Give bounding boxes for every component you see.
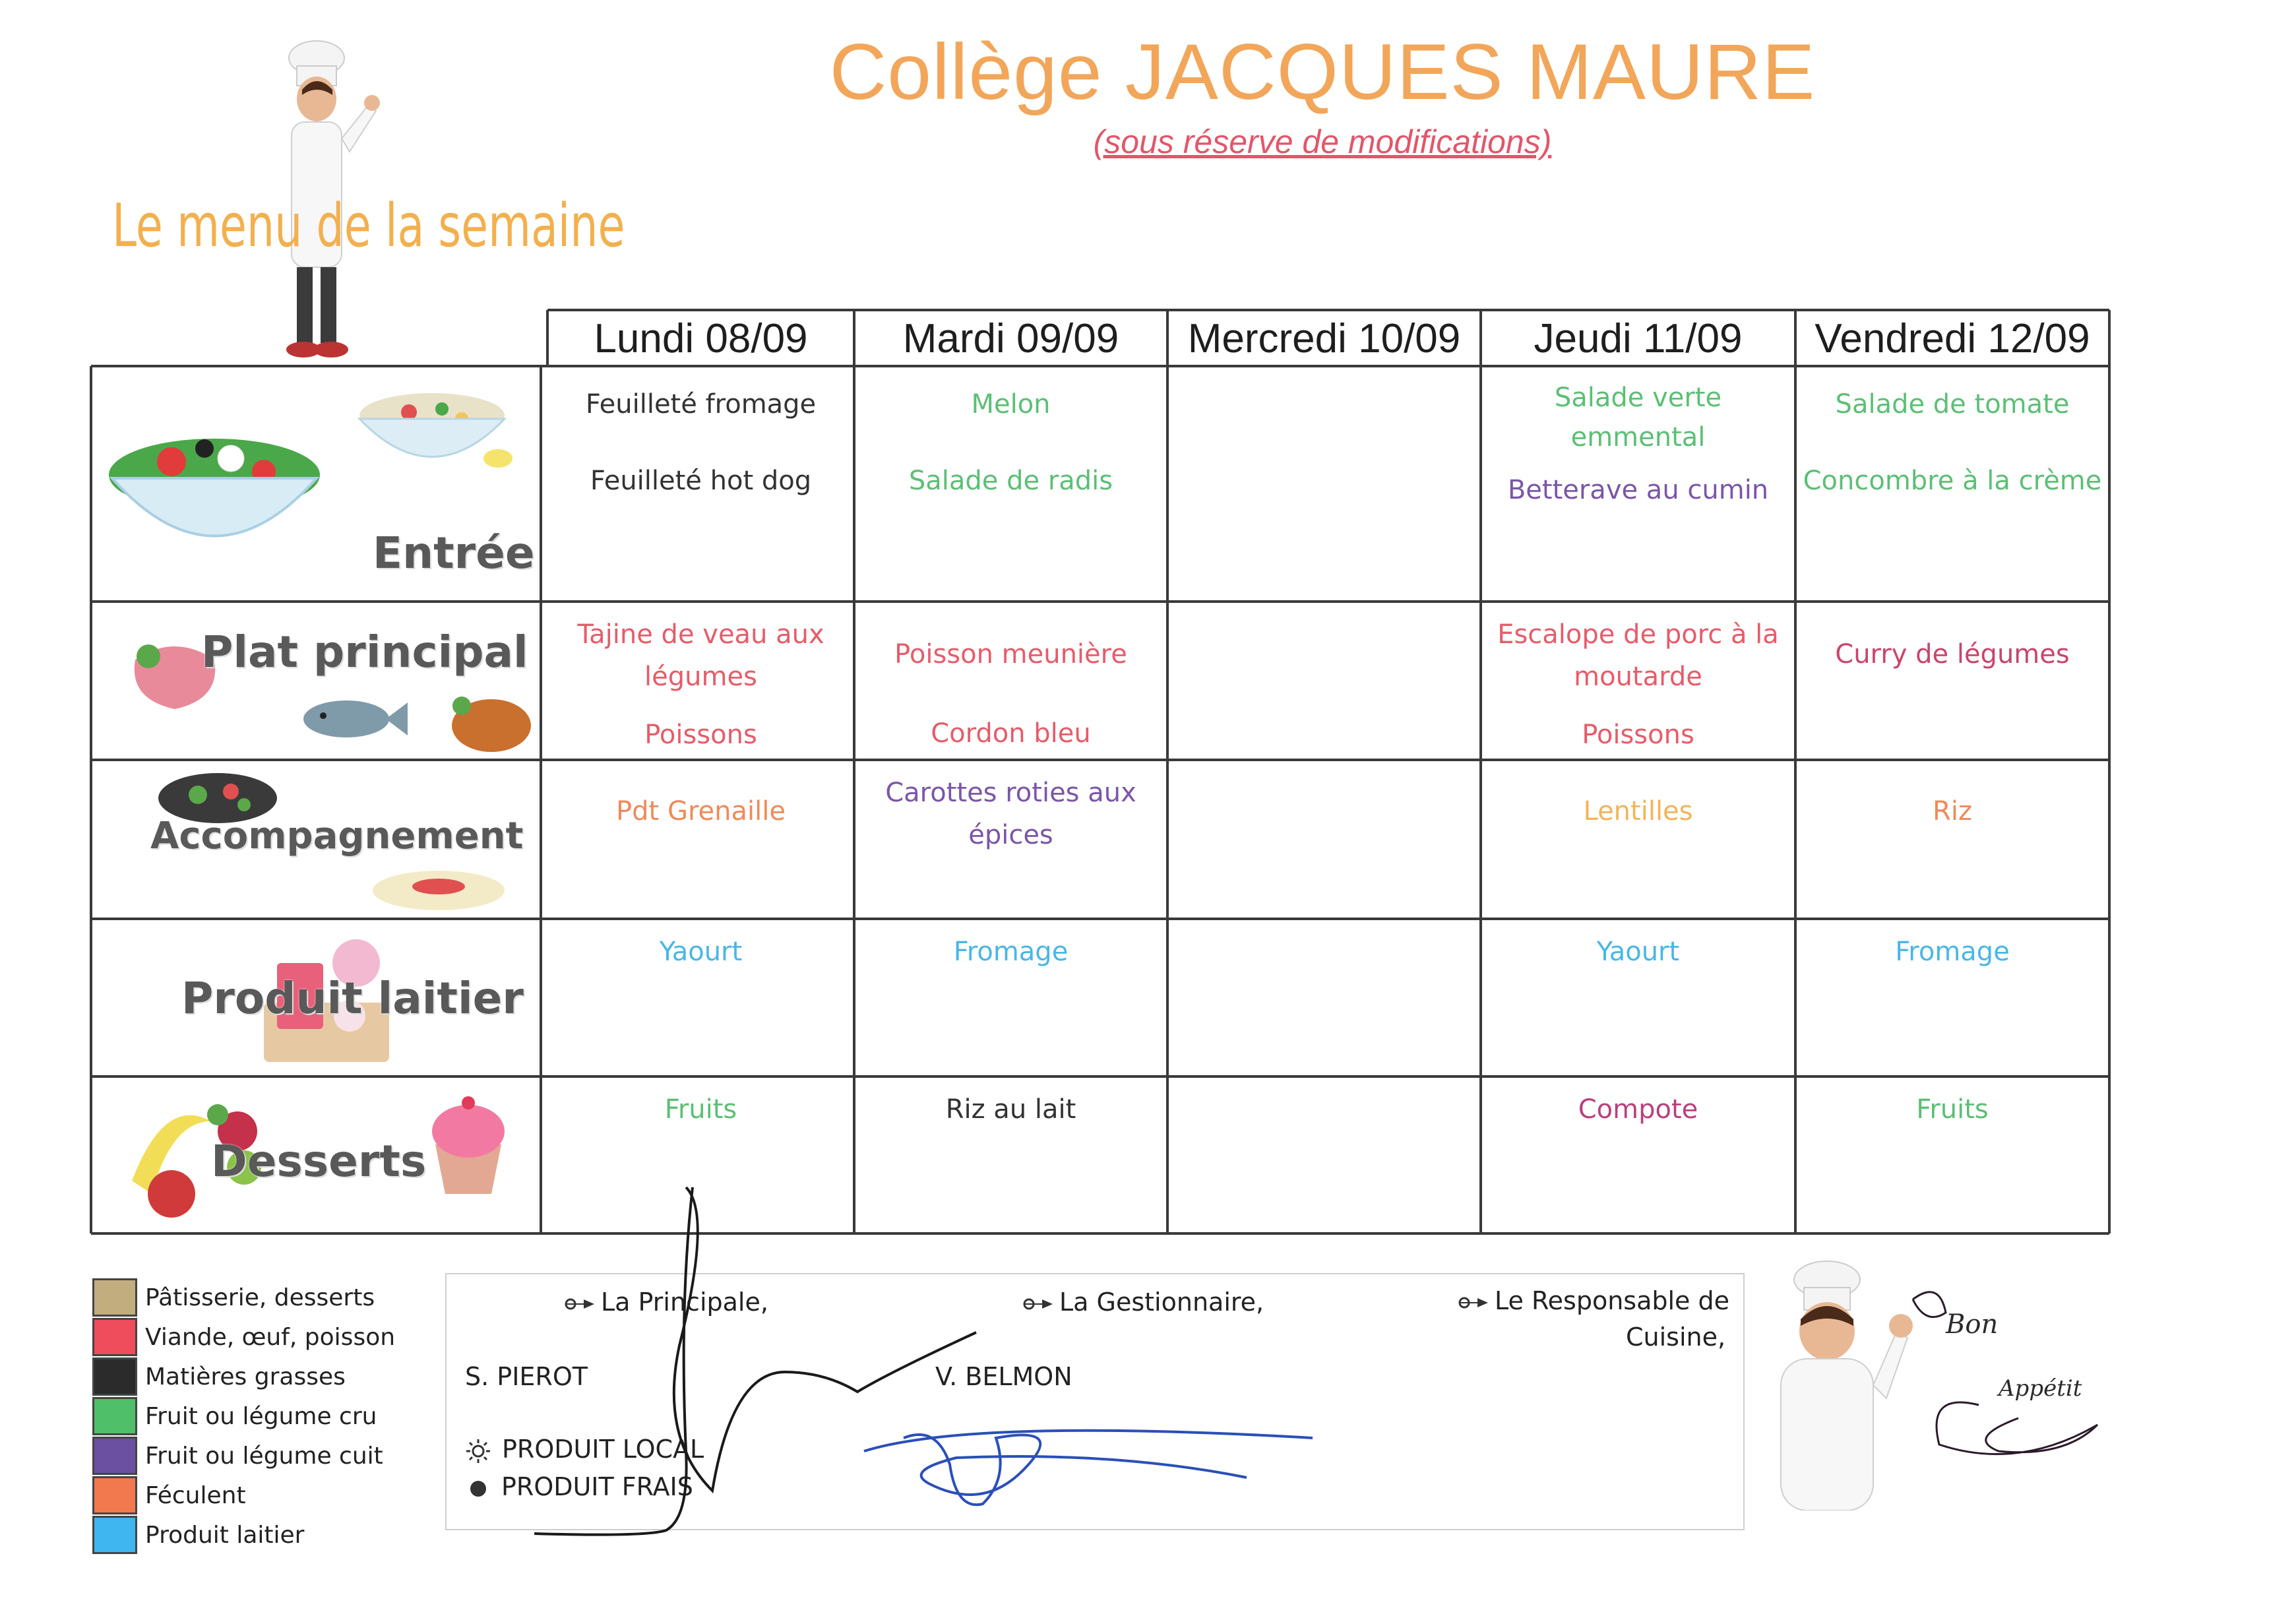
dish-item: Melon [971,389,1051,420]
legend-item [92,1278,375,1317]
salad-bowl-illustration [99,396,330,574]
menu-cell-plat-0 [547,613,854,756]
menu-heading: Le menu de la semaine [112,191,625,261]
dish-item: Feuilleté fromage [585,389,817,420]
dish-item: Fruits [1916,1094,1989,1125]
legend-item [92,1357,346,1396]
menu-cell-plat-3 [1481,613,1795,756]
dish-item: Riz [1933,796,1972,826]
signature-principale-title: La Principale, [564,1288,768,1317]
pasta-salad-illustration [350,383,514,482]
category-entree: Entrée [373,528,535,578]
signature-cuisine-title-1: Le Responsable de [1458,1286,1729,1315]
dish-item: Yaourt [1596,937,1680,967]
menu-cell-accompagnement-4 [1795,772,2109,832]
legend-label: Matières grasses [145,1363,346,1390]
legend-swatch [92,1516,137,1554]
legend-item [92,1476,246,1515]
pasta-plate-illustration [369,864,508,917]
fish-illustration [297,686,409,752]
dish-item: Lentilles [1583,796,1693,826]
legend-swatch [92,1318,137,1356]
menu-cell-entree-4 [1795,378,2109,501]
legend-item [92,1436,383,1476]
menu-cell-desserts-0 [547,1088,854,1131]
menu-cell-desserts-1 [854,1088,1167,1131]
legend-swatch [92,1437,137,1475]
dish-item: Compote [1578,1094,1698,1125]
dish-item: Tajine de veau aux [577,619,824,650]
menu-cell-laitier-1 [854,931,1167,973]
menu-cell-laitier-4 [1795,931,2109,973]
day-header-monday: Lundi 08/09 [594,316,808,361]
signature-principale-name: S. PIEROT [465,1362,588,1391]
menu-cell-plat-1 [854,613,1167,755]
produit-local-note: PRODUIT LOCAL [465,1435,704,1464]
pointing-hand-icon [1458,1293,1489,1313]
dish-item: Poissons [1582,720,1694,750]
menu-cell-laitier-3 [1481,931,1795,973]
day-header-thursday: Jeudi 11/09 [1534,316,1743,361]
menu-cell-plat-4 [1795,613,2109,675]
dish-item: Feuilleté hot dog [590,466,812,496]
legend-item [92,1317,395,1357]
dish-item: Poisson meunière [894,639,1127,670]
dish-item: Curry de légumes [1835,639,2070,670]
menu-cell-accompagnement-1 [854,772,1167,856]
day-header-friday: Vendredi 12/09 [1815,316,2090,361]
signature-gestionnaire [851,1398,1326,1530]
dish-item: Salade verte [1554,383,1722,413]
legend-label: Produit laitier [145,1521,305,1549]
dish-item: Fromage [953,937,1069,967]
legend-item [92,1396,377,1436]
menu-cell-entree-1 [854,378,1167,501]
page-title: Collège JACQUES MAURE [829,28,1816,116]
dish-item: Riz au lait [945,1094,1076,1125]
dish-item: Escalope de porc à la [1497,619,1779,650]
dish-item: Poissons [644,720,757,750]
day-header-wednesday: Mercredi 10/09 [1187,316,1461,361]
dish-item: Pdt Grenaille [616,796,786,826]
dish-item: moutarde [1574,662,1702,692]
pointing-hand-icon [1022,1294,1054,1314]
menu-cell-accompagnement-3 [1481,772,1795,832]
dish-item: Salade de radis [908,466,1113,496]
dish-item: Concombre à la crème [1803,466,2102,496]
dish-item: emmental [1570,422,1706,452]
category-accompagnement: Accompagnement [150,815,524,857]
menu-cell-accompagnement-0 [547,772,854,832]
dish-item: Fruits [664,1094,737,1125]
dish-item: Yaourt [659,937,743,967]
dish-item: Betterave au cumin [1507,475,1769,505]
chef-illustration-bottom [1754,1253,1913,1511]
signature-gestionnaire-name: V. BELMON [935,1362,1072,1391]
day-header-tuesday: Mardi 09/09 [902,316,1119,361]
legend-swatch [92,1278,137,1317]
legend-label: Fruit ou légume cuit [145,1442,383,1470]
legend-swatch [92,1357,137,1396]
menu-cell-desserts-3 [1481,1088,1795,1131]
legend-swatch [92,1476,137,1514]
page-subtitle: (sous réserve de modifications) [1093,123,1552,160]
menu-cell-desserts-4 [1795,1088,2109,1131]
legend-label: Féculent [145,1481,246,1509]
bon-appetit-line1: Bon [1946,1309,1999,1340]
menu-cell-laitier-0 [547,931,854,973]
filled-circle-icon [468,1479,488,1499]
signature-gestionnaire-title: La Gestionnaire, [1022,1288,1264,1317]
produit-frais-note: PRODUIT FRAIS [468,1472,693,1501]
bon-appetit-line2: Appétit [1999,1375,2082,1402]
menu-cell-entree-0 [547,378,854,501]
signature-cuisine-title-2: Cuisine, [1626,1323,1726,1352]
dish-item: Carottes roties aux [885,778,1136,808]
dish-item: Fromage [1895,937,2010,967]
roast-chicken-illustration [442,679,541,759]
legend-label: Fruit ou légume cru [145,1402,377,1430]
legend-swatch [92,1397,137,1435]
dish-item: Cordon bleu [931,718,1091,749]
menu-cell-entree-3 [1481,378,1795,510]
category-plat-principal: Plat principal [201,627,528,677]
legend-label: Pâtisserie, desserts [145,1284,375,1311]
category-produit-laitier: Produit laitier [181,973,524,1024]
dish-item: Salade de tomate [1835,389,2070,420]
dish-item: légumes [644,662,757,692]
sun-icon [465,1438,491,1464]
legend-item [92,1515,304,1555]
category-desserts: Desserts [211,1136,427,1187]
dish-item: épices [968,820,1053,850]
legend-label: Viande, œuf, poisson [145,1323,396,1351]
cupcake-illustration [419,1088,518,1200]
